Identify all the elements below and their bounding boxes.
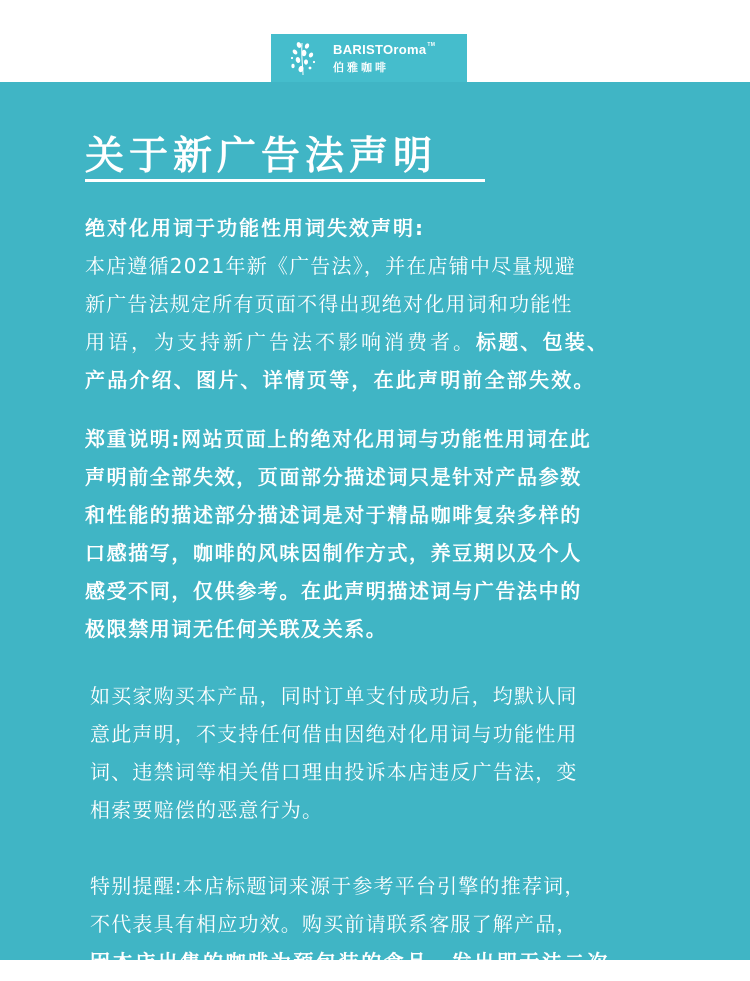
section-heading: 绝对化用词于功能性用词失效声明:	[85, 216, 425, 240]
paragraph-line: 新广告法规定所有页面不得出现绝对化用词和功能性	[85, 292, 573, 316]
paragraph-line: 不代表具有相应功效。购买前请联系客服了解产品，	[90, 912, 578, 936]
paragraph-line: 产品介绍、图片、详情页等，在此声明前全部失效。	[85, 368, 596, 392]
section-solemn-statement	[85, 420, 685, 648]
paragraph-line: 感受不同，仅供参考。在此声明描述词与广告法中的	[85, 579, 582, 603]
section-invalidity-statement	[85, 209, 685, 399]
paragraph-line: 因本店出售的咖啡为预包装的食品，发出即无法二次	[90, 950, 610, 974]
brand-name-cn: 伯雅咖啡	[333, 61, 389, 74]
paragraph-line: 郑重说明:网站页面上的绝对化用词与功能性用词在此	[85, 427, 592, 451]
paragraph-line: 声明前全部失效，页面部分描述词只是针对产品参数	[85, 465, 582, 489]
paragraph-line: 如买家购买本产品，同时订单支付成功后，均默认同	[90, 684, 578, 708]
paragraph-line: 相索要赔偿的恶意行为。	[90, 798, 324, 822]
declaration-panel	[0, 82, 750, 974]
coffee-sprig-icon	[289, 40, 323, 76]
section-special-reminder	[90, 867, 690, 981]
top-bar	[0, 0, 750, 82]
paragraph-line: 词、违禁词等相关借口理由投诉本店违反广告法，变	[90, 760, 578, 784]
paragraph-line: 口感描写，咖啡的风味因制作方式，养豆期以及个人	[85, 541, 582, 565]
trademark-mark: TM	[427, 42, 436, 48]
paragraph-line: 极限禁用词无任何关联及关系。	[85, 617, 388, 641]
paragraph-line: 和性能的描述部分描述词是对于精品咖啡复杂多样的	[85, 503, 582, 527]
paragraph-line: 用语，为支持新广告法不影响消费者。标题、包装、	[85, 330, 610, 354]
title-underline	[85, 179, 485, 182]
paragraph-line: 本店遵循2021年新《广告法》，并在店铺中尽量规避	[85, 254, 576, 278]
paragraph-line: 特别提醒:本店标题词来源于参考平台引擎的推荐词，	[90, 874, 586, 898]
brand-name-en: BARISTOroma™	[333, 42, 436, 57]
page-title: 关于新广告法声明	[85, 134, 438, 179]
section-buyer-consent	[90, 677, 690, 829]
brand-logo	[271, 34, 467, 82]
paragraph-line: 意此声明，不支持任何借由因绝对化用词与功能性用	[90, 722, 578, 746]
